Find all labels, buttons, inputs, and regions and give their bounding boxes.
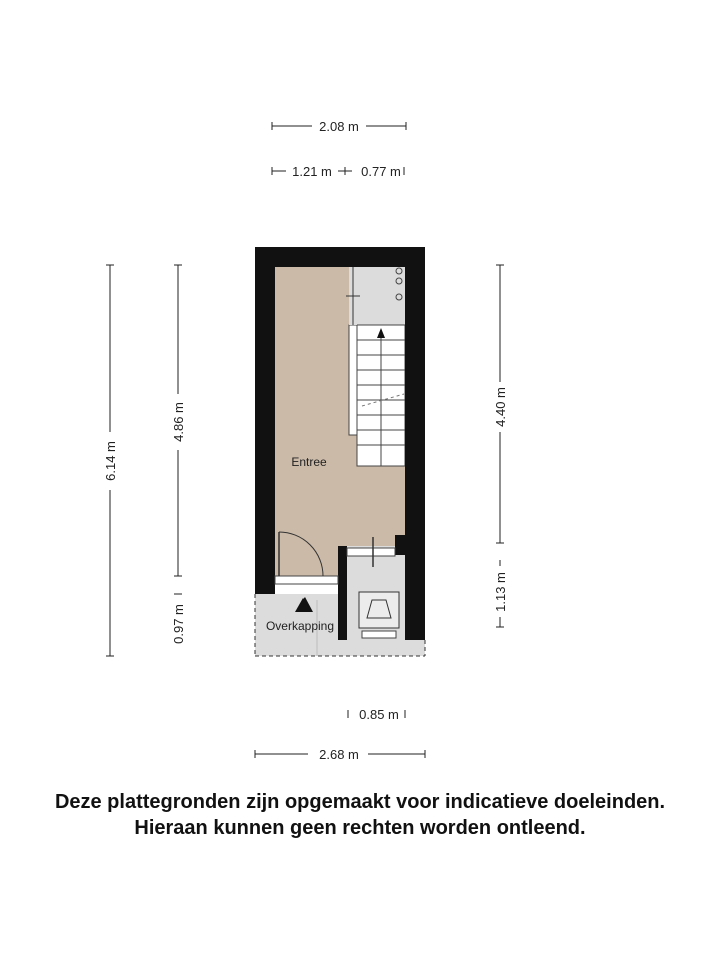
dimension-right-upper-label: 4.40 m [493,387,508,427]
dimension-bottom-total [255,747,425,762]
staircase [349,325,405,466]
dimension-top-left-label: 1.21 m [292,164,332,179]
disclaimer-line-1: Deze plattegronden zijn opgemaakt voor indicatieve doeleinden. [54,791,666,813]
dimension-bottom-inner [348,707,405,722]
dimension-top-split [272,164,404,179]
dimension-left-lower [171,594,186,644]
dimension-right-upper [493,265,508,543]
dimension-left-lower-label: 0.97 m [171,604,186,644]
room-label-overkapping: Overkapping [265,619,335,633]
dimension-left-upper [171,265,186,576]
dimension-bottom-inner-label: 0.85 m [359,707,399,722]
room-label-entree: Entree [291,455,327,469]
boiler-unit-icon [359,592,399,638]
dimension-left-outer [103,265,118,656]
dimension-right-lower [493,560,508,627]
dimension-bottom-total-label: 2.68 m [319,747,359,762]
dimension-left-upper-label: 4.86 m [171,402,186,442]
dimension-left-outer-label: 6.14 m [103,441,118,481]
dimension-top-total-label: 2.08 m [319,119,359,134]
dimension-right-lower-label: 1.13 m [493,572,508,612]
dimension-top-total [272,119,406,134]
disclaimer-line-2: Hieraan kunnen geen rechten worden ontleend. [134,817,586,839]
dimension-top-right-label: 0.77 m [361,164,401,179]
storage-closet [357,267,405,325]
